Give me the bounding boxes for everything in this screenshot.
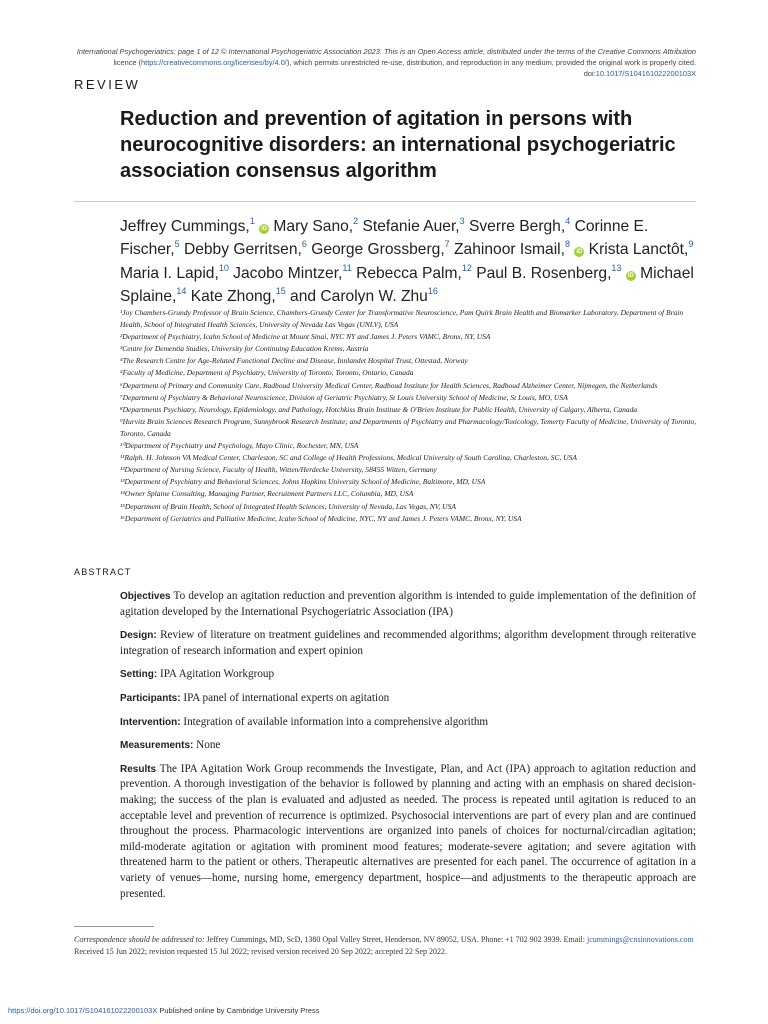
bottom-doi-line [8, 1006, 319, 1015]
author-affiliation-number[interactable]: 15 [275, 285, 286, 296]
author-name: Zahinoor Ismail, [454, 241, 565, 259]
header-line-2-post: ), which permits unrestricted re-use, distribution, and reproduction in any medium, provided the original work is properly cited. [286, 58, 696, 67]
author-name: Sverre Bergh, [468, 218, 566, 235]
abstract-section-label: Participants: [120, 692, 181, 704]
author [589, 241, 694, 258]
author [356, 262, 472, 282]
author [476, 262, 636, 282]
author-name: and Carolyn W. Zhu [290, 287, 428, 305]
affiliation-item: ¹Joy Chambers-Grundy Professor of Brain Science, Chambers-Grundy Center for Transformative Neuroscience, Pam Quirk Brain Health and Biomarker Laboratory, Department of Brain Health, School of Integrated Health Sciences, University of Nevada Las Vegas (UNLV), USA [120, 308, 684, 330]
abstract-section-label: Objectives [120, 591, 171, 602]
abstract-section-label: Results [120, 763, 157, 775]
affiliation-item: ¹¹Ralph. H. Johnson VA Medical Center, Charleston, SC and College of Health Professions, Medical University of South Carolina, Charleston, SC, USA [120, 453, 577, 463]
affiliation-item: ⁸Departments Psychiatry, Neurology, Epidemiology, and Pathology, Hotchkiss Brain Institute & O'Brien Institute for Public Health, University of Calgary, Alberta, Canada [120, 404, 638, 414]
author-affiliation-number[interactable]: 13 [611, 262, 622, 273]
author-name: Jacobo Mintzer, [233, 264, 343, 282]
correspondence-footnote [74, 934, 696, 957]
affiliations-list [120, 307, 700, 525]
author-name: Kate Zhong, [190, 287, 276, 305]
abstract-section-text: To develop an agitation reduction and prevention algorithm is intended to guide implementation of the definition of agitation developed by the International Psychogeriatric Association (IPA) [120, 590, 696, 618]
abstract-section [120, 667, 696, 683]
abstract-section [120, 762, 696, 902]
author [233, 262, 352, 282]
article-dates: Received 15 Jun 2022; revision requested 15 Jul 2022; revised version received 20 Sep 2022; accepted 22 Sep 2022. [74, 946, 448, 956]
abstract-section [120, 738, 696, 754]
footnote-divider [74, 926, 154, 927]
affiliation-item: ⁴The Research Centre for Age-Related Functional Decline and Disease, Innlandet Hospital Trust, Ottestad, Norway [120, 356, 468, 366]
author-name: Stefanie Auer, [362, 218, 460, 235]
author [184, 241, 307, 258]
abstract-section-text: IPA Agitation Workgroup [157, 668, 275, 681]
affiliation-item: ¹³Department of Psychiatry and Behavioral Sciences, Johns Hopkins University School of Medicine, Baltimore, MD, USA [120, 477, 486, 487]
abstract-section-text: Integration of available information into a comprehensive algorithm [180, 715, 489, 728]
affiliation-item: ⁷Department of Psychiatry & Behavioral Neuroscience, Division of Geriatric Psychiatry, St Louis University School of Medicine, St Louis, MO, USA [120, 392, 568, 402]
author-name: Jeffrey Cummings, [120, 218, 250, 235]
author-name: Michael Splaine, [120, 264, 694, 305]
abstract-section-text: IPA panel of international experts on agitation [180, 691, 390, 704]
author-name: Debby Gerritsen, [183, 241, 302, 259]
author [273, 218, 358, 235]
author [363, 218, 465, 235]
abstract-section-text: The IPA Agitation Work Group recommends the Investigate, Plan, and Act (IPA) approach to agitation reduction and prevention. A thorough investigation of the behavior is followed by planning and acting with an emphasis on shared decision-making; the success of the plan is evaluated and adjusted as needed. The process is repeated until agitation is reduced to an acceptable level and prevention of recurrence is optimized. Psychosocial interventions are part of every plan and are continued throughout the process. Pharmacologic interventions are organized into panels of choices for nocturnal/circadian agitation; mild-moderate agitation or agitation with prominent mood features; moderate-severe agitation; and severe agitation with threatened harm to the patient or others. Therapeutic alternatives are presented for each panel. The occurrence of agitation in a variety of venues—home, nursing home, emergency department, hospice—and adjustments to the therapeutic approach are presented. [120, 762, 696, 900]
author-affiliation-number[interactable]: 7 [444, 239, 450, 250]
abstract-section [120, 715, 696, 731]
abstract-section-label: Measurements: [120, 740, 194, 752]
author-affiliation-number[interactable]: 9 [688, 239, 694, 250]
correspondence-text: Jeffrey Cummings, MD, ScD, 1380 Opal Valley Street, Henderson, NV 89052, USA. Phone: +1 702 902 3939. Email: [204, 935, 587, 944]
correspondence-lead: Correspondence should be addressed to: [74, 935, 205, 944]
author-affiliation-number[interactable]: 12 [461, 262, 472, 273]
orcid-icon[interactable]: iD [261, 226, 268, 232]
abstract-section [120, 691, 696, 707]
abstract-section [120, 628, 696, 659]
abstract-section-text: None [193, 739, 221, 752]
abstract-section-text: Review of literature on treatment guidelines and recommended algorithms; algorithm development through reiterative integration of research information and expert opinion [120, 629, 696, 657]
journal-header-note [56, 46, 696, 79]
abstract-section-label: Intervention: [120, 716, 181, 728]
author-list [120, 215, 710, 308]
abstract-section-label: Design: [120, 630, 157, 642]
author-name: Mary Sano, [273, 218, 354, 235]
author-affiliation-number[interactable]: 8 [564, 239, 570, 250]
author-name: George Grossberg, [311, 241, 445, 259]
author-name: Rebecca Palm, [356, 264, 462, 282]
license-link[interactable]: https://creativecommons.org/licenses/by/4.0/ [141, 58, 287, 67]
affiliation-item: ³Centre for Dementia Studies, University for Continuing Education Krems, Austria [120, 344, 369, 354]
affiliation-item: ¹⁶Department of Geriatrics and Palliative Medicine, Icahn School of Medicine, NYC, NY and James J. Peters VAMC, Bronx, NY, USA [120, 513, 522, 523]
author [311, 241, 450, 258]
affiliation-item: ¹⁵Department of Brain Health, School of Integrated Health Sciences, University of Nevada, Las Vegas, NV, USA [120, 501, 456, 511]
correspondence-email[interactable]: jcummings@cnsinnovations.com [586, 935, 694, 944]
author-affiliation-number[interactable]: 4 [565, 216, 571, 226]
title-divider [74, 201, 696, 202]
author [469, 218, 570, 235]
article-title: Reduction and prevention of agitation in persons with neurocognitive disorders: an international psychogeriatric association consensus algorithm [120, 108, 676, 182]
orcid-icon[interactable]: iD [627, 272, 634, 279]
doi-label: doi: [583, 69, 596, 78]
abstract-heading: ABSTRACT [74, 567, 132, 577]
author-affiliation-number[interactable]: 11 [342, 262, 352, 273]
author-affiliation-number[interactable]: 2 [353, 216, 359, 226]
author-name: Krista Lanctôt, [588, 241, 689, 259]
author-affiliation-number[interactable]: 14 [176, 285, 187, 296]
header-line-2-pre: licence ( [113, 58, 142, 67]
affiliation-item: ¹²Department of Nursing Science, Faculty of Health, Witten/Herdecke University, 58455 Witten, Germany [120, 465, 437, 475]
author-affiliation-number[interactable]: 6 [301, 239, 307, 250]
abstract-section [120, 589, 696, 620]
header-line-1: International Psychogeriatrics: page 1 of 12 © International Psychogeriatric Association 2023. This is an Open Access article, distributed under the terms of the Creative Commons Attribution [76, 47, 696, 56]
bottom-doi-link[interactable]: https://doi.org/10.1017/S104161022200103X [8, 1006, 158, 1015]
affiliation-item: ⁵Faculty of Medicine, Department of Psychiatry, University of Toronto, Toronto, Ontario, Canada [120, 368, 414, 378]
author-affiliation-number[interactable]: 16 [427, 285, 438, 296]
affiliation-item: ²Department of Psychiatry, Icahn School of Medicine at Mount Sinai, NYC NY and James J. Peters VAMC, Bronx, NY, USA [120, 332, 491, 342]
affiliation-item: ¹⁰Department of Psychiatry and Psychology, Mayo Clinic, Rochester, MN, USA [120, 441, 359, 451]
author [190, 285, 286, 305]
author-affiliation-number[interactable]: 3 [459, 216, 465, 226]
author-name: Maria I. Lapid, [120, 264, 219, 282]
affiliation-item: ¹⁴Owner Splaine Consulting, Managing Partner, Recruitment Partners LLC, Columbia, MD, USA [120, 489, 414, 499]
author-name: Paul B. Rosenberg, [476, 264, 612, 282]
author-name: Corinne E. Fischer, [120, 218, 649, 259]
author [120, 262, 229, 282]
affiliation-item: ⁹Hurvitz Brain Sciences Research Program, Sunnybrook Research Institute; and Departments of Psychiatry and Pharmacology/Toxicology, Temerty Faculty of Medicine, University of Toronto, Toronto, Canada [120, 416, 697, 438]
abstract-body [120, 589, 696, 910]
author-affiliation-number[interactable]: 1 [249, 216, 255, 226]
doi-link[interactable]: 10.1017/S104161022200103X [595, 69, 696, 78]
author-affiliation-number[interactable]: 10 [218, 262, 229, 273]
author-affiliation-number[interactable]: 5 [174, 239, 180, 250]
orcid-icon[interactable]: iD [576, 249, 583, 256]
author [454, 241, 584, 258]
affiliation-item: ⁶Department of Primary and Community Care, Radboud University Medical Center, Radboud Institute for Health Sciences, Radboud Alzheimer Center, Nijmegen, the Netherlands [120, 380, 658, 390]
abstract-section-label: Setting: [120, 669, 158, 681]
author [290, 285, 438, 305]
published-by: Published online by Cambridge University Press [157, 1006, 320, 1015]
section-label: REVIEW [74, 77, 141, 92]
author [120, 218, 269, 235]
